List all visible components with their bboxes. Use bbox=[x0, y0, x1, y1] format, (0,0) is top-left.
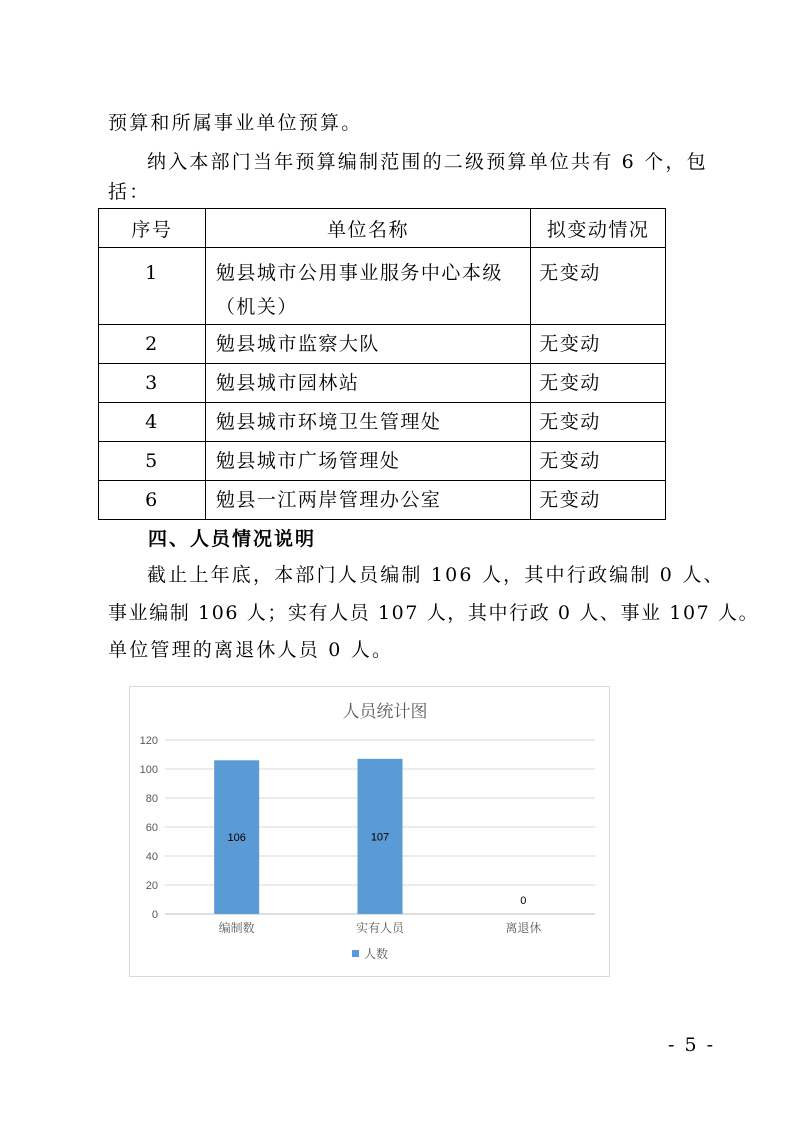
cell-no: 3 bbox=[99, 364, 206, 403]
header-no: 序号 bbox=[99, 209, 206, 248]
cell-unit-name-line2: （机关） bbox=[215, 296, 298, 318]
paragraph-units-intro-line2: 括： bbox=[108, 181, 151, 203]
paragraph-personnel-line1: 截止上年底，本部门人员编制 106 人，其中行政编制 0 人、 bbox=[147, 564, 725, 586]
data-label: 106 bbox=[227, 832, 246, 845]
y-tick-label: 80 bbox=[145, 793, 158, 805]
header-change: 拟变动情况 bbox=[531, 209, 666, 248]
cell-unit-name: 勉县一江两岸管理办公室 bbox=[205, 481, 530, 520]
cell-change: 无变动 bbox=[531, 364, 666, 403]
cell-unit-name: 勉县城市环境卫生管理处 bbox=[205, 403, 530, 442]
chart-title: 人员统计图 bbox=[342, 702, 428, 721]
cell-no: 5 bbox=[99, 442, 206, 481]
cell-change: 无变动 bbox=[531, 481, 666, 520]
cell-change: 无变动 bbox=[531, 325, 666, 364]
table-header-row bbox=[99, 209, 666, 248]
y-tick-label: 40 bbox=[145, 851, 158, 863]
cell-no: 4 bbox=[99, 403, 206, 442]
data-label: 107 bbox=[370, 831, 390, 844]
cell-unit-name: 勉县城市广场管理处 bbox=[205, 442, 530, 481]
data-label: 0 bbox=[520, 895, 527, 907]
paragraph-personnel-line2: 事业编制 106 人；实有人员 107 人，其中行政 0 人、事业 107 人。 bbox=[108, 602, 760, 624]
cell-change: 无变动 bbox=[531, 442, 666, 481]
cell-unit-name bbox=[205, 248, 530, 325]
y-tick-label: 20 bbox=[145, 880, 158, 892]
cell-no: 2 bbox=[99, 325, 206, 364]
y-tick-label: 100 bbox=[139, 764, 158, 776]
paragraph-personnel-line3: 单位管理的离退休人员 0 人。 bbox=[108, 639, 394, 661]
personnel-chart-svg bbox=[130, 687, 609, 976]
section-heading-personnel: 四、人员情况说明 bbox=[148, 528, 317, 550]
cell-change: 无变动 bbox=[531, 403, 666, 442]
cell-unit-name: 勉县城市园林站 bbox=[205, 364, 530, 403]
table-row bbox=[99, 442, 666, 481]
x-tick-label: 实有人员 bbox=[355, 921, 405, 935]
paragraph-units-intro-line1: 纳入本部门当年预算编制范围的二级预算单位共有 6 个，包 bbox=[147, 151, 708, 173]
y-tick-label: 120 bbox=[139, 735, 158, 747]
x-tick-label: 离退休 bbox=[505, 921, 542, 935]
table-row bbox=[99, 403, 666, 442]
legend-swatch bbox=[352, 950, 359, 957]
header-unit-name: 单位名称 bbox=[205, 209, 530, 248]
cell-unit-name: 勉县城市监察大队 bbox=[205, 325, 530, 364]
y-tick-label: 0 bbox=[151, 909, 158, 921]
table-row bbox=[99, 364, 666, 403]
paragraph-budget-end: 预算和所属事业单位预算。 bbox=[108, 112, 363, 134]
table-row bbox=[99, 481, 666, 520]
y-tick-label: 60 bbox=[145, 822, 158, 834]
legend-label: 人数 bbox=[364, 947, 389, 961]
personnel-chart bbox=[129, 686, 610, 977]
cell-change: 无变动 bbox=[531, 248, 666, 325]
page-number: - 5 - bbox=[668, 1034, 716, 1056]
table-row bbox=[99, 248, 666, 325]
subordinate-units-table bbox=[98, 208, 666, 520]
cell-no: 6 bbox=[99, 481, 206, 520]
cell-unit-name-line1: 勉县城市公用事业服务中心本级 bbox=[215, 262, 503, 284]
table-row bbox=[99, 325, 666, 364]
cell-no: 1 bbox=[99, 248, 206, 325]
x-tick-label: 编制数 bbox=[218, 921, 255, 935]
